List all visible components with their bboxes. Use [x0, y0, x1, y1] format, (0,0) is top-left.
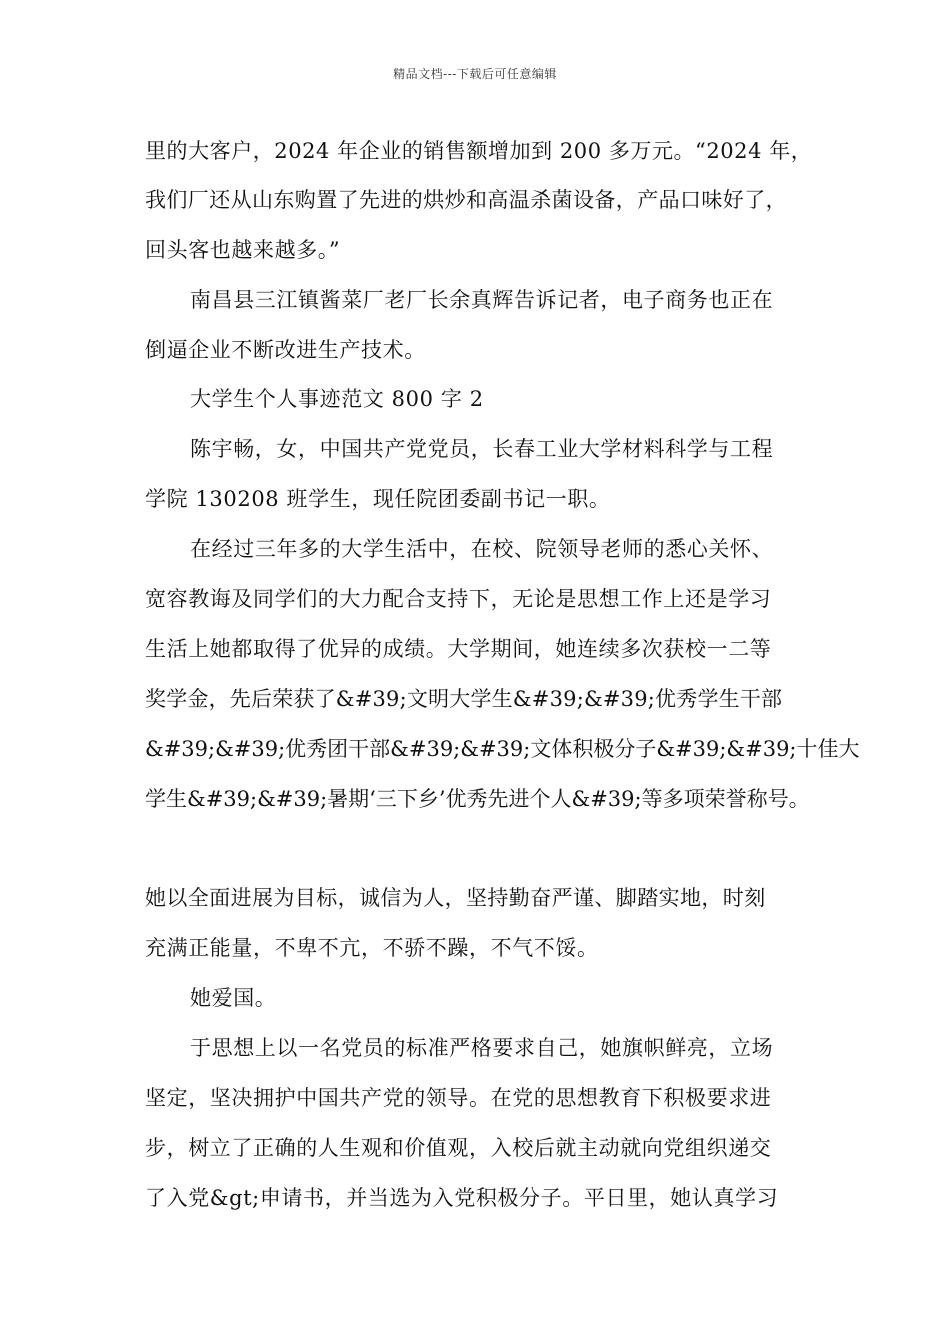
- text-line: 我们厂还从山东购置了先进的烘炒和高温杀菌设备，产品口味好了，: [145, 188, 787, 212]
- text-line: 回头客也越来越多。”: [145, 238, 341, 262]
- text-line: 奖学金，先后荣获了&#39;文明大学生&#39;&#39;优秀学生干部: [145, 687, 783, 711]
- text-line: 充满正能量，不卑不亢，不骄不躁，不气不馁。: [145, 936, 599, 960]
- text-line: 南昌县三江镇酱菜厂老厂长余真辉告诉记者，电子商务也正在: [190, 288, 774, 312]
- text-line: &#39;&#39;优秀团干部&#39;&#39;文体积极分子&#39;&#39;十佳大: [145, 737, 860, 761]
- section-heading: 大学生个人事迹范文 800 字 2: [190, 387, 484, 411]
- text-line: 在经过三年多的大学生活中，在校、院领导老师的悉心关怀、: [190, 537, 774, 561]
- text-line: 生活上她都取得了优异的成绩。大学期间，她连续多次获校一二等: [145, 637, 772, 661]
- text-line: 陈宇畅，女，中国共产党党员，长春工业大学材料科学与工程: [190, 437, 774, 461]
- text-line: 学院 130208 班学生，现任院团委副书记一职。: [145, 487, 611, 511]
- text-line: 里的大客户，2024 年企业的销售额增加到 200 多万元。“2024 年，: [145, 139, 813, 163]
- text-line: 她爱国。: [190, 986, 277, 1010]
- text-line: 她以全面进展为目标，诚信为人，坚持勤奋严谨、脚踏实地，时刻: [145, 886, 766, 910]
- text-line: 学生&#39;&#39;暑期‘三下乡’优秀先进个人&#39;等多项荣誉称号。: [145, 787, 810, 811]
- text-line: 步，树立了正确的人生观和价值观，入校后就主动就向党组织递交: [145, 1136, 772, 1160]
- page-header: 精品文档---下载后可任意编辑: [393, 67, 557, 81]
- text-line: 倒逼企业不断改进生产技术。: [145, 338, 426, 362]
- text-line: 于思想上以一名党员的标准严格要求自己，她旗帜鲜亮，立场: [190, 1036, 774, 1060]
- text-line: 坚定，坚决拥护中国共产党的领导。在党的思想教育下积极要求进: [145, 1086, 772, 1110]
- text-line: 了入党&gt;申请书，并当选为入党积极分子。平日里，她认真学习: [145, 1186, 779, 1210]
- text-line: 宽容教诲及同学们的大力配合支持下，无论是思想工作上还是学习: [145, 587, 772, 611]
